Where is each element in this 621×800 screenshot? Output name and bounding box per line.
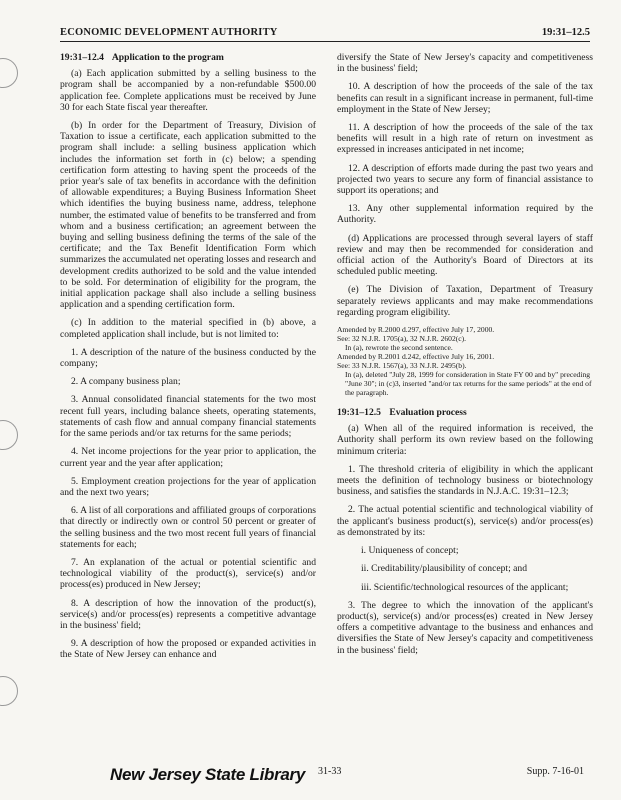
- list-item: 10. A description of how the proceeds of the sale of the tax benefits can result in a significant increase in permanent, full-time employment in the State of New Jersey;: [337, 81, 593, 115]
- supplement-date: Supp. 7-16-01: [526, 766, 584, 777]
- section-range: 19:31–12.5: [541, 27, 590, 38]
- list-item: 5. Employment creation projections for the year of application and the next two years;: [60, 475, 316, 498]
- paragraph-a: (a) Each application submitted by a selling business to the program shall be accompanied by a non-refundable $500.00 application fee. Complete applications must be received by June 30 for each State fiscal year thereafter.: [60, 68, 316, 113]
- section-heading: [337, 407, 593, 418]
- list-item: 2. The actual potential scientific and technological viability of the applicant's business product(s), service(s) and/or process(es) as demonstrated by its:: [337, 504, 593, 538]
- paragraph-d: (d) Applications are processed through several layers of staff review and may then be recommended for consideration and official action of the Authority's Board of Directors at its scheduled public meeting.: [337, 232, 593, 278]
- section-heading: [60, 52, 316, 63]
- list-item: 3. The degree to which the innovation of the applicant's product(s), service(s) and/or process(es) created in New Jersey offers a competitive advantage to the business and enhances and diversifies the State of New Jersey's capacity and competitiveness in the business' field;: [337, 599, 593, 656]
- list-item: 2. A company business plan;: [71, 376, 181, 388]
- sub-item: ii. Creditability/plausibility of concept; and: [361, 563, 527, 575]
- list-item: 1. The threshold criteria of eligibility in which the applicant meets the definition of technology business or biotechnology business, and satisfies the standards in N.J.A.C. 19:31–12.3;: [337, 463, 593, 498]
- sub-item: i. Uniqueness of concept;: [361, 545, 459, 557]
- binder-hole: [0, 58, 18, 88]
- history-line: Amended by R.2000 d.297, effective July 17, 2000.: [337, 325, 495, 335]
- paragraph-a: (a) When all of the required information is received, the Authority shall perform its own review based on the following minimum criteria:: [337, 423, 593, 457]
- page-number: 31-33: [318, 766, 342, 777]
- list-item: 8. A description of how the innovation of the product(s), service(s) and/or process(es) represents a competitive advantage in the business' field;: [60, 597, 316, 631]
- list-item: 3. Annual consolidated financial statements for the two most recent full years, including balance sheets, operating statements, statements of cash flow and annual company financial statements for the same periods and/or tax returns for the same periods;: [60, 394, 316, 440]
- paragraph-e: (e) The Division of Taxation, Department of Treasury separately reviews applicants and may make recommendations regarding program eligibility.: [337, 284, 593, 318]
- history-note: [337, 325, 593, 397]
- section-title: Application to the program: [111, 52, 224, 63]
- list-item: 11. A description of how the proceeds of the sale of the tax benefits will result in a high rate of return on investment as expressed in increases anticipated in net income;: [337, 122, 593, 156]
- history-line: See: 32 N.J.R. 1705(a), 32 N.J.R. 2602(c).: [337, 334, 467, 344]
- list-item: 7. An explanation of the actual or potential scientific and technological viability of the product(s), service(s) and/or process(es) produced in New Jersey;: [60, 556, 316, 591]
- history-line: See: 33 N.J.R. 1567(a), 33 N.J.R. 2495(b).: [337, 361, 467, 371]
- history-line: In (a), rewrote the second sentence.: [345, 343, 453, 353]
- section-number: 19:31–12.5: [337, 407, 381, 419]
- list-item-continuation: diversify the State of New Jersey's capacity and competitiveness in the business' field;: [337, 52, 593, 75]
- left-column: [60, 52, 316, 668]
- running-header: [60, 27, 590, 42]
- list-item: 4. Net income projections for the year prior to application, the current year and the year after application;: [60, 446, 316, 469]
- list-item: 9. A description of how the proposed or expanded activities in the State of New Jersey can enhance and: [60, 638, 316, 661]
- chapter-title: ECONOMIC DEVELOPMENT AUTHORITY: [60, 27, 278, 38]
- history-line: In (a), deleted "July 28, 1999 for consideration in State FY 00 and by" preceding "June 30"; in (c)3, inserted "and/or tax returns for the same periods" at the end of the paragraph.: [345, 370, 592, 398]
- binder-hole: [0, 676, 18, 706]
- sub-item: iii. Scientific/technological resources of the applicant;: [361, 581, 569, 593]
- list-item: 6. A list of all corporations and affiliated groups of corporations that directly or indirectly own or control 50 percent or greater of the selling business and the two most recent full years of financial statements for each;: [60, 505, 316, 550]
- list-item: 13. Any other supplemental information required by the Authority.: [337, 203, 593, 226]
- list-item: 12. A description of efforts made during the past two years and projected two years to secure any form of financial assistance to support its operations; and: [337, 162, 593, 197]
- right-column: [337, 52, 593, 663]
- history-line: Amended by R.2001 d.242, effective July 16, 2001.: [337, 352, 495, 362]
- paragraph-b: (b) In order for the Department of Treasury, Division of Taxation to issue a certificate, each application submitted to the program shall include: a selling business application which includes the information set forth in (c) below; a spending certification form attesting to having spent the proceeds of the prior year's sale of tax benefits in accordance with the definition of allowable expenditures; a Buying Business Information Sheet which identifies the buying business name, address, telephone number, the estimated value of benefits to be transferred and from whom and a business certification; an agreement between the buying and selling business defining the terms of the sale of the certificate; and the Tax Benefit Identification Form which summarizes the accumulated net operating losses and research and development credits authorized to be sold and the value intended to be sold. For determination of eligibility for the program, the initial application package shall also include a selling business application and a spending certification form.: [60, 120, 316, 311]
- section-title: Evaluation process: [389, 407, 467, 419]
- section-number: 19:31–12.4: [60, 52, 104, 63]
- page-footer: [60, 763, 590, 787]
- binder-hole: [0, 420, 18, 450]
- list-item: 1. A description of the nature of the business conducted by the company;: [60, 346, 316, 370]
- paragraph-c: (c) In addition to the material specified in (b) above, a completed application shall include, but is not limited to:: [60, 317, 316, 340]
- library-stamp: New Jersey State Library: [110, 765, 306, 784]
